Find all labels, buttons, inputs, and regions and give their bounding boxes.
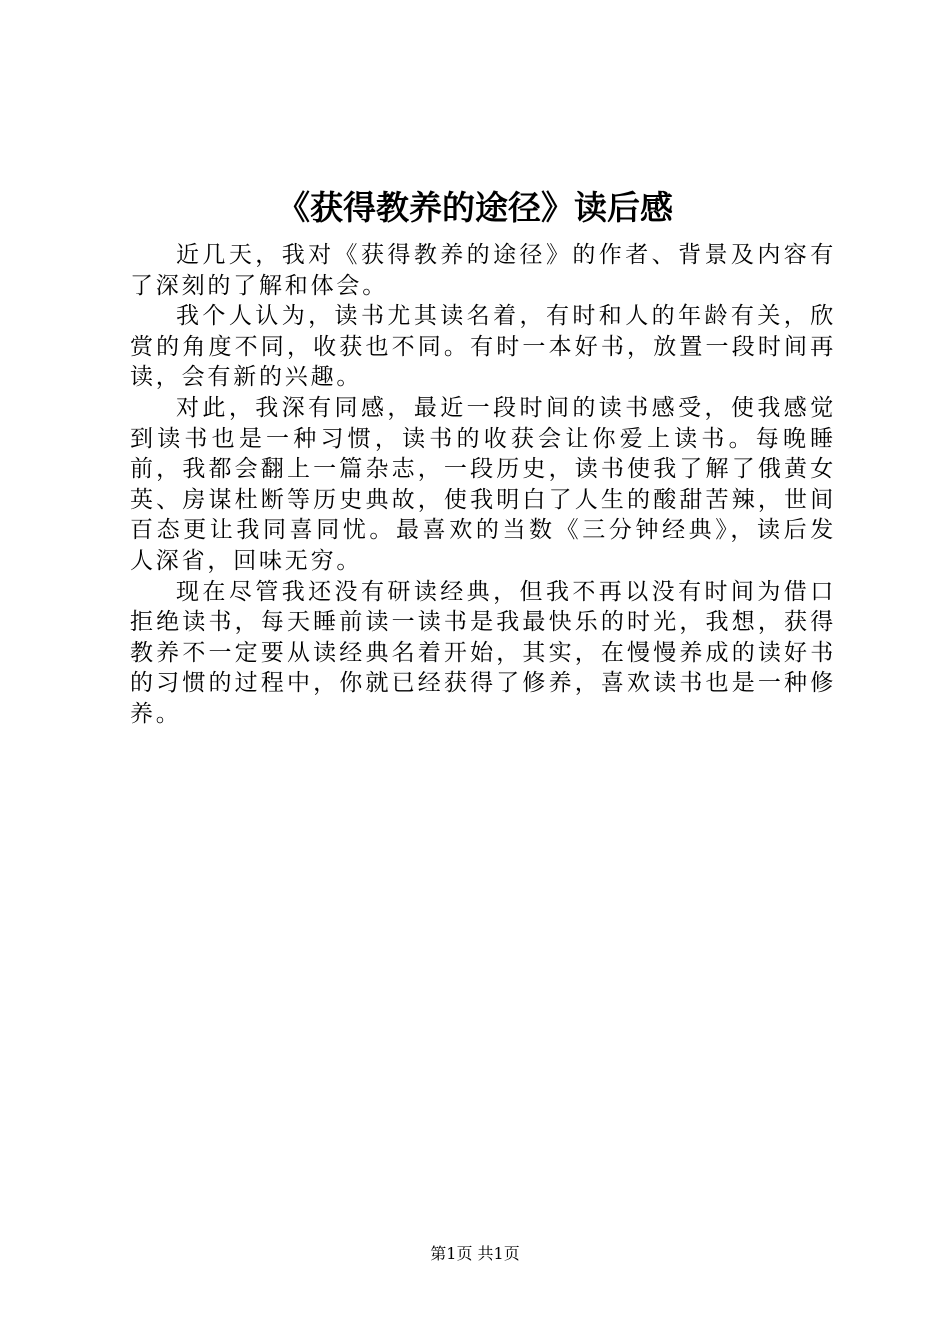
page-number-footer: 第1页 共1页 — [430, 1244, 520, 1263]
document-title: 《获得教养的途径》读后感 — [277, 188, 673, 227]
paragraph-4: 现在尽管我还没有研读经典，但我不再以没有时间为借口拒绝读书，每天睡前读一读书是我最快乐的时光，我想，获得教养不一定要从读经典名着开始，其实，在慢慢养成的读好书的习惯的过程中，你就已经获得了修养，喜欢读书也是一种修养。 — [130, 578, 836, 727]
paragraph-2: 我个人认为，读书尤其读名着，有时和人的年龄有关，欣赏的角度不同，收获也不同。有时一本好书，放置一段时间再读，会有新的兴趣。 — [130, 303, 836, 391]
document-body — [130, 240, 836, 730]
paragraph-1: 近几天，我对《获得教养的途径》的作者、背景及内容有了深刻的了解和体会。 — [130, 242, 836, 299]
paragraph-3: 对此，我深有同感，最近一段时间的读书感受，使我感觉到读书也是一种习惯，读书的收获会让你爱上读书。每晚睡前，我都会翻上一篇杂志，一段历史，读书使我了解了俄黄女英、房谋杜断等历史典故，使我明白了人生的酸甜苦辣，世间百态更让我同喜同忧。最喜欢的当数《三分钟经典》，读后发人深省，回味无穷。 — [130, 394, 836, 574]
